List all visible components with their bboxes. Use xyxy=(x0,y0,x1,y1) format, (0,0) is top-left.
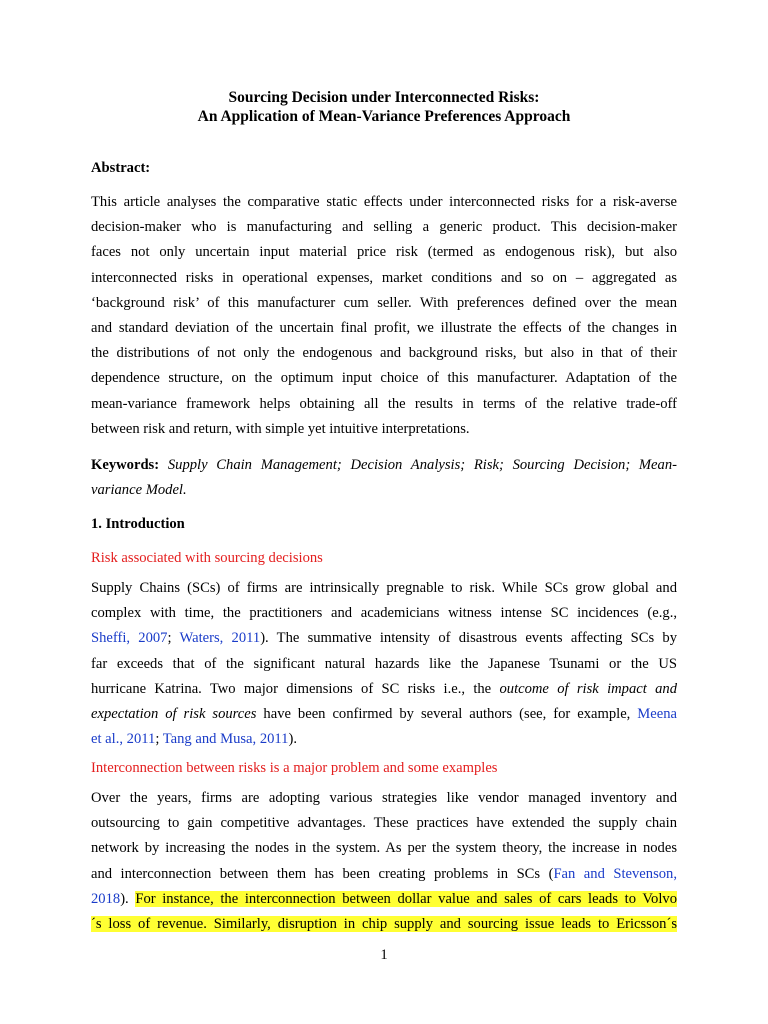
abstract-line: between risk and return, with simple yet intuitive interpretations. xyxy=(91,420,470,437)
abstract-line: the distributions of not only the endogenous and background risks, but also in that of their xyxy=(91,345,677,362)
abstract-line: faces not only uncertain input material price risk (termed as endogenous risk), but also xyxy=(91,244,677,261)
section-heading-introduction: 1. Introduction xyxy=(91,516,185,532)
citation-link[interactable]: Fan and Stevenson, xyxy=(553,865,677,882)
highlighted-text: ´s loss of revenue. Similarly, disruption in chip supply and sourcing issue leads to Ericsson´s xyxy=(91,916,677,933)
abstract-line: This article analyses the comparative static effects under interconnected risks for a risk-averse xyxy=(91,194,677,210)
abstract-line: interconnected risks in operational expenses, market conditions and so on – aggregated as xyxy=(91,269,677,286)
abstract-heading: Abstract: xyxy=(91,160,151,176)
abstract-line: decision-maker who is manufacturing and selling a generic product. This decision-maker xyxy=(91,219,677,236)
citation-link[interactable]: 2018 xyxy=(91,890,121,907)
title-line-1: Sourcing Decision under Interconnected Risks: xyxy=(228,89,540,106)
citation-link[interactable]: Meena xyxy=(637,706,678,723)
citation-link[interactable]: Sheffi, 2007 xyxy=(91,630,168,647)
abstract-line: dependence structure, on the optimum input choice of this manufacturer. Adaptation of the xyxy=(91,370,677,387)
citation-link[interactable]: Tang and Musa, 2011 xyxy=(162,731,289,748)
abstract-line: and standard deviation of the uncertain final profit, we illustrate the effects of the changes in xyxy=(91,320,677,337)
paper-title xyxy=(0,88,768,126)
subheading-sourcing-risk: Risk associated with sourcing decisions xyxy=(91,550,323,566)
keywords xyxy=(91,453,677,503)
abstract-line: mean-variance framework helps obtaining all the results in terms of the relative trade-off xyxy=(91,395,677,412)
keywords-list-cont: variance Model. xyxy=(91,482,187,499)
keywords-list: Supply Chain Management; Decision Analysis; Risk; Sourcing Decision; Mean- xyxy=(167,457,677,473)
intro-paragraph-2: Over the years, firms are adopting various strategies like vendor managed inventory and outsourcing to gain competitive advantages. These practices have extended the supply chain network by increasing the nodes in the system. As per the system theory, the increase in nodes and interconnection between them has been creating problems in SCs (Fan and Stevenson, 2018). For instance, the interconnection between dollar value and sales of cars leads to Volvo ´s loss of revenue. Similarly, disruption in chip supply and sourcing issue leads to Ericsson´s xyxy=(91,790,677,933)
keywords-label: Keywords: xyxy=(91,457,160,473)
abstract-line: ‘background risk’ of this manufacturer cum seller. With preferences defined over the mean xyxy=(91,294,677,311)
intro-paragraph-1: Supply Chains (SCs) of firms are intrinsically pregnable to risk. While SCs grow global and complex with time, the practitioners and academicians witness intense SC incidences (e.g., Sheffi, 2007; Waters, 2011). The summative intensity of disastrous events affecting SCs by far exceeds that of the significant natural hazards like the Japanese Tsunami or the US hurricane Katrina. Two major dimensions of SC risks i.e., the outcome of risk impact and expectation of risk sources have been confirmed by several authors (see, for example, Meena et al., 2011; Tang and Musa, 2011). xyxy=(91,580,678,748)
page-number: 1 xyxy=(380,947,388,963)
highlighted-text: For instance, the interconnection between dollar value and sales of cars leads to Volvo xyxy=(135,890,677,907)
citation-link[interactable]: et al., 2011 xyxy=(91,731,156,748)
citation-link[interactable]: Waters, 2011 xyxy=(179,630,261,647)
abstract-body xyxy=(91,190,677,442)
subheading-interconnection: Interconnection between risks is a major problem and some examples xyxy=(91,760,498,776)
title-line-2: An Application of Mean-Variance Preferences Approach xyxy=(197,108,571,125)
